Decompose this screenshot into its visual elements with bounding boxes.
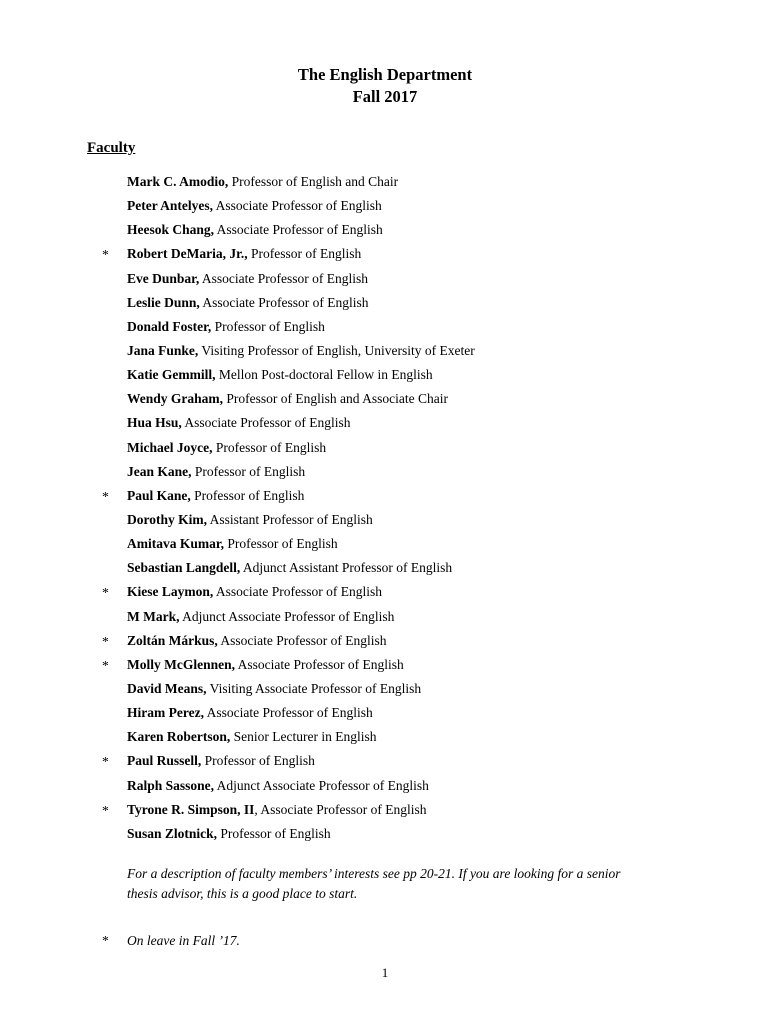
faculty-entry: [127, 268, 368, 290]
faculty-name: Tyrone R. Simpson, II: [127, 801, 255, 817]
document-title: The English Department: [297, 65, 473, 84]
faculty-role: Professor of English: [247, 246, 362, 262]
faculty-role: Associate Professor of English: [214, 222, 383, 238]
faculty-list-item: [0, 533, 770, 557]
faculty-entry: [127, 726, 376, 748]
faculty-role: Assistant Professor of English: [207, 511, 373, 527]
faculty-entry: [127, 412, 351, 434]
faculty-list-item: [0, 557, 770, 581]
faculty-name: Dorothy Kim,: [127, 511, 207, 527]
faculty-entry: [127, 823, 331, 845]
faculty-entry: [127, 775, 429, 797]
faculty-list-item: [0, 437, 770, 461]
leave-marker: *: [102, 585, 109, 601]
document-subtitle: Fall 2017: [352, 87, 418, 106]
faculty-name: Donald Foster,: [127, 318, 212, 334]
faculty-name: Amitava Kumar,: [127, 536, 224, 552]
faculty-name: Leslie Dunn,: [127, 294, 200, 310]
faculty-entry: [127, 702, 373, 724]
faculty-role: Professor of English and Chair: [228, 174, 399, 189]
faculty-name: Paul Kane,: [127, 487, 191, 503]
faculty-role: Professor of English: [191, 463, 306, 479]
faculty-entry: [127, 461, 305, 483]
faculty-entry: [127, 678, 421, 700]
faculty-name: Robert DeMaria, Jr.,: [127, 246, 248, 262]
faculty-role: Associate Professor of English: [235, 656, 404, 672]
faculty-entry: [127, 195, 382, 217]
faculty-list-item: [0, 606, 770, 630]
faculty-list-item: [0, 316, 770, 340]
faculty-role: Adjunct Associate Professor of English: [179, 608, 395, 624]
faculty-name: David Means,: [127, 680, 207, 696]
faculty-list-item: [0, 630, 770, 654]
faculty-entry: [127, 606, 394, 628]
faculty-role: Adjunct Assistant Professor of English: [240, 560, 453, 576]
faculty-role: Associate Professor of English: [203, 705, 373, 721]
faculty-name: Jean Kane,: [127, 463, 192, 479]
faculty-role: Associate Professor of English: [217, 632, 387, 648]
faculty-role: Visiting Associate Professor of English: [206, 680, 422, 696]
faculty-role: Associate Professor of English: [199, 270, 369, 286]
faculty-entry: [127, 630, 387, 652]
faculty-name: Ralph Sassone,: [127, 777, 215, 793]
leave-note: On leave in Fall ’17.: [127, 933, 240, 948]
faculty-role: Professor of English: [201, 753, 315, 769]
faculty-role: Professor of English: [211, 318, 325, 334]
faculty-role: Associate Professor of English: [199, 294, 369, 310]
faculty-name: Peter Antelyes,: [127, 198, 213, 214]
faculty-role: Professor of English and Associate Chair: [223, 391, 448, 407]
faculty-entry: [127, 750, 315, 772]
faculty-role: Adjunct Associate Professor of English: [214, 777, 429, 793]
faculty-name: Heesok Chang,: [127, 222, 215, 238]
faculty-entry: [127, 243, 361, 265]
faculty-entry: [127, 340, 475, 362]
leave-marker: *: [102, 633, 109, 649]
faculty-list-item: [0, 823, 770, 847]
faculty-role: Associate Professor of English: [181, 415, 351, 431]
faculty-name: Hiram Perez,: [127, 705, 204, 721]
faculty-name: Kiese Laymon,: [127, 584, 214, 600]
faculty-list-item: [0, 243, 770, 267]
faculty-entry: [127, 509, 373, 531]
faculty-entry: [127, 316, 325, 338]
leave-marker: *: [102, 754, 109, 770]
faculty-name: Wendy Graham,: [127, 391, 224, 407]
faculty-list-item: [0, 654, 770, 678]
faculty-role: Professor of English: [190, 487, 305, 503]
faculty-entry: [127, 171, 398, 193]
faculty-name: Karen Robertson,: [127, 729, 231, 745]
faculty-list-item: [0, 195, 770, 219]
faculty-role: Mellon Post-doctoral Fellow in English: [215, 367, 433, 383]
faculty-name: Sebastian Langdell,: [127, 560, 241, 576]
faculty-entry: [127, 292, 369, 314]
faculty-list-item: [0, 364, 770, 388]
leave-marker: *: [102, 933, 109, 948]
faculty-role: Associate Professor of English: [213, 584, 382, 600]
faculty-name: Katie Gemmill,: [127, 367, 216, 383]
faculty-list-item: [0, 678, 770, 702]
leave-marker: *: [102, 488, 109, 504]
faculty-entry: [127, 437, 326, 459]
page-number: 1: [381, 965, 389, 980]
faculty-entry: [127, 557, 452, 579]
faculty-entry: [127, 654, 404, 676]
faculty-list-item: [0, 799, 770, 823]
faculty-list-item: [0, 292, 770, 316]
faculty-list-item: [0, 581, 770, 605]
faculty-name: Jana Funke,: [127, 342, 199, 358]
faculty-list-item: [0, 726, 770, 750]
faculty-name: Mark C. Amodio,: [127, 174, 229, 189]
faculty-list-item: [0, 485, 770, 509]
faculty-list-item: [0, 461, 770, 485]
faculty-list-item: [0, 388, 770, 412]
faculty-role: , Associate Professor of English: [254, 801, 427, 817]
section-heading-faculty: Faculty: [87, 140, 136, 156]
faculty-entry: [127, 219, 383, 241]
faculty-list-item: [0, 340, 770, 364]
faculty-name: Hua Hsu,: [127, 415, 182, 431]
faculty-entry: [127, 799, 427, 821]
faculty-role: Professor of English: [217, 825, 331, 841]
document-title-block: [0, 64, 770, 108]
faculty-list: [0, 171, 770, 847]
faculty-name: Susan Zlotnick,: [127, 825, 218, 841]
leave-marker: *: [102, 247, 109, 263]
faculty-role: Professor of English: [212, 439, 327, 455]
leave-marker: *: [102, 802, 109, 818]
faculty-role: Senior Lecturer in English: [230, 729, 377, 745]
faculty-name: Eve Dunbar,: [127, 270, 200, 286]
faculty-role: Associate Professor of English: [212, 198, 382, 214]
faculty-list-item: [0, 219, 770, 243]
faculty-name: M Mark,: [127, 608, 180, 624]
faculty-entry: [127, 388, 448, 410]
faculty-name: Paul Russell,: [127, 753, 202, 769]
faculty-role: Visiting Professor of English, University of Exeter: [198, 342, 475, 358]
faculty-list-item: [0, 171, 770, 195]
faculty-entry: [127, 485, 304, 507]
faculty-list-item: [0, 750, 770, 774]
faculty-list-item: [0, 775, 770, 799]
faculty-name: Michael Joyce,: [127, 439, 213, 455]
faculty-list-item: [0, 412, 770, 436]
faculty-interests-note: For a description of faculty members’ interests see pp 20-21. If you are looking for a senior thesis advisor, this is a good place to start.: [127, 866, 621, 901]
leave-marker: *: [102, 657, 109, 673]
faculty-name: Molly McGlennen,: [127, 656, 235, 672]
faculty-list-item: [0, 509, 770, 533]
faculty-list-item: [0, 268, 770, 292]
faculty-role: Professor of English: [224, 536, 338, 552]
faculty-entry: [127, 581, 382, 603]
faculty-list-item: [0, 702, 770, 726]
faculty-name: Zoltán Márkus,: [127, 632, 218, 648]
faculty-entry: [127, 533, 338, 555]
faculty-entry: [127, 364, 433, 386]
